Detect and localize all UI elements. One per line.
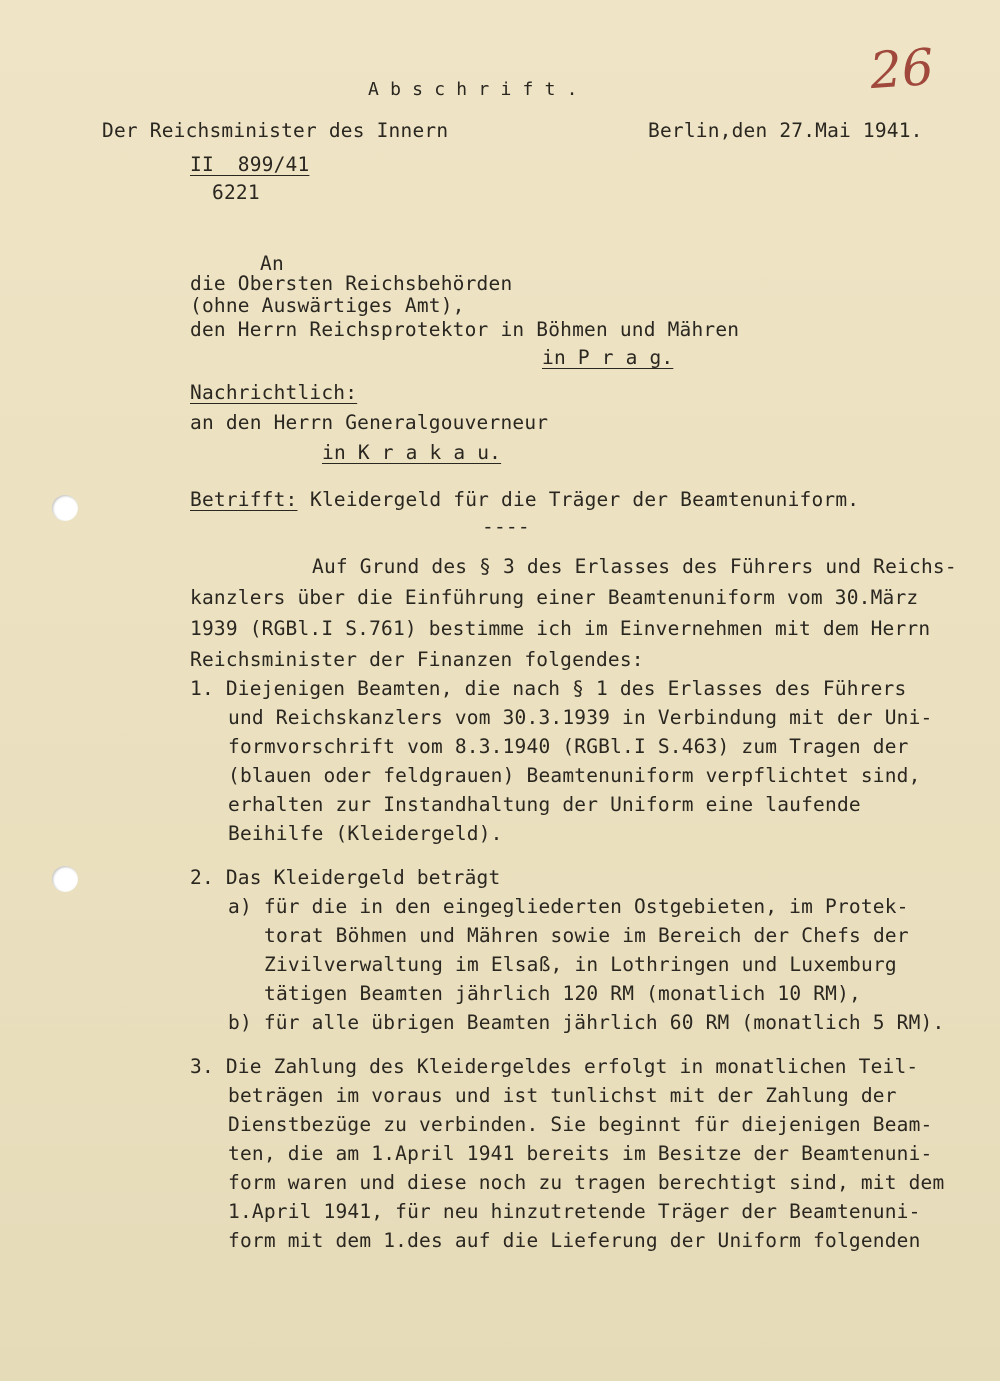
item-2a-line: tätigen Beamten jährlich 120 RM (monatlich 10 RM),: [264, 982, 861, 1005]
item-3-line: ten, die am 1.April 1941 bereits im Besitze der Beamtenuni-: [228, 1142, 933, 1165]
punch-hole: [52, 495, 78, 521]
body-line: Auf Grund des § 3 des Erlasses des Führers und Reichs-: [312, 555, 957, 578]
place-date: Berlin,den 27.Mai 1941.: [648, 119, 923, 142]
cc-label: Nachrichtlich:: [190, 381, 358, 404]
copy-label: A b s c h r i f t .: [368, 79, 578, 100]
item-1-line: 1. Diejenigen Beamten, die nach § 1 des Erlasses des Führers: [190, 677, 907, 700]
item-3-line: 3. Die Zahlung des Kleidergeldes erfolgt in monatlichen Teil-: [190, 1055, 919, 1078]
body-line: 1939 (RGBl.I S.761) bestimme ich im Einvernehmen mit dem Herrn: [190, 617, 931, 640]
addressee-line: den Herrn Reichsprotektor in Böhmen und Mähren: [190, 318, 740, 341]
item-3-line: 1.April 1941, für neu hinzutretende Träger der Beamtenuni-: [228, 1200, 921, 1223]
addressee-line: (ohne Auswärtiges Amt),: [190, 294, 465, 317]
item-1-line: (blauen oder feldgrauen) Beamtenuniform verpflichtet sind,: [228, 764, 921, 787]
item-2a-line: Zivilverwaltung im Elsaß, in Lothringen und Luxemburg: [264, 953, 897, 976]
body-line: Reichsminister der Finanzen folgendes:: [190, 648, 644, 671]
item-1-line: und Reichskanzlers vom 30.3.1939 in Verbindung mit der Uni-: [228, 706, 933, 729]
item-3-line: form mit dem 1.des auf die Lieferung der Uniform folgenden: [228, 1229, 921, 1252]
addressee-line: die Obersten Reichsbehörden: [190, 272, 513, 295]
cc-addressee: an den Herrn Generalgouverneur: [190, 411, 549, 434]
punch-hole: [52, 866, 78, 892]
body-line: kanzlers über die Einführung einer Beamtenuniform vom 30.März: [190, 586, 919, 609]
subject-label: Betrifft:: [190, 488, 298, 511]
addressee-city: in P r a g.: [542, 346, 674, 369]
reference-number: II 899/41: [190, 153, 310, 176]
folio-number: 26: [868, 37, 936, 101]
item-1-line: erhalten zur Instandhaltung der Uniform eine laufende: [228, 793, 861, 816]
item-2a-line: torat Böhmen und Mähren sowie im Bereich der Chefs der: [264, 924, 909, 947]
item-2a-line: a) für die in den eingegliederten Ostgebieten, im Protek-: [228, 895, 909, 918]
subject-divider: ----: [482, 515, 530, 538]
item-1-line: formvorschrift vom 8.3.1940 (RGBl.I S.463) zum Tragen der: [228, 735, 909, 758]
item-2b-line: b) für alle übrigen Beamten jährlich 60 RM (monatlich 5 RM).: [228, 1011, 945, 1034]
subject-text: Kleidergeld für die Träger der Beamtenuniform.: [310, 488, 860, 511]
item-3-line: beträgen im voraus und ist tunlichst mit der Zahlung der: [228, 1084, 897, 1107]
addressee-to: An: [260, 252, 284, 275]
sender: Der Reichsminister des Innern: [102, 119, 449, 142]
item-2-intro: 2. Das Kleidergeld beträgt: [190, 866, 501, 889]
reference-sub: 6221: [212, 181, 260, 204]
item-1-line: Beihilfe (Kleidergeld).: [228, 822, 503, 845]
cc-city: in K r a k a u.: [322, 441, 502, 464]
item-3-line: Dienstbezüge zu verbinden. Sie beginnt für diejenigen Beam-: [228, 1113, 933, 1136]
item-3-line: form waren und diese noch zu tragen berechtigt sind, mit dem: [228, 1171, 945, 1194]
